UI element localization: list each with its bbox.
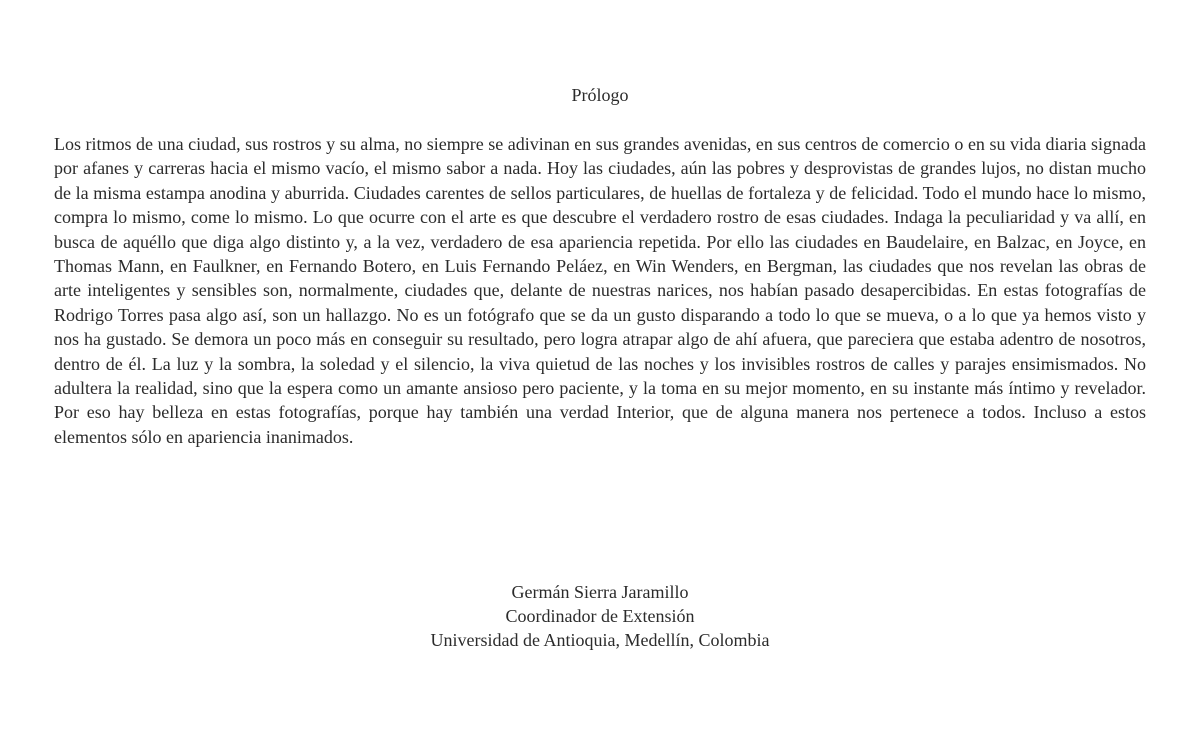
prologue-body: Los ritmos de una ciudad, sus rostros y su alma, no siempre se adivinan en sus grandes avenidas, en sus centros de comercio o en su vida diaria signada por afanes y carreras hacia el mismo vacío, el mismo sabor a nada. Hoy las ciudades, aún las pobres y desprovistas de grandes lujos, no distan mucho de la misma estampa anodina y aburrida. Ciudades carentes de sellos particulares, de huellas de fortaleza y de felicidad. Todo el mundo hace lo mismo, compra lo mismo, come lo mismo. Lo que ocurre con el arte es que descubre el verdadero rostro de esas ciudades. Indaga la peculiaridad y va allí, en busca de aquéllo que diga algo distinto y, a la vez, verdadero de esa apariencia repetida. Por ello las ciudades en Baudelaire, en Balzac, en Joyce, en Thomas Mann, en Faulkner, en Fernando Botero, en Luis Fernando Peláez, en Win Wenders, en Bergman, las ciudades que nos revelan las obras de arte inteligentes y sensibles son, normalmente, ciudades que, delante de nuestras narices, nos habían pasado desapercibidas. En estas fotografías de Rodrigo Torres pasa algo así, son un hallazgo. No es un fotógrafo que se da un gusto disparando a todo lo que se mueva, o a lo que ya hemos visto y nos ha gustado. Se demora un poco más en conseguir su resultado, pero logra atrapar algo de ahí afuera, que pareciera que estaba adentro de nosotros, dentro de él. La luz y la sombra, la soledad y el silencio, la viva quietud de las noches y los invisibles rostros de calles y parajes ensimismados. No adultera la realidad, sino que la espera como un amante ansioso pero paciente, y la toma en su mejor momento, en su instante más íntimo y revelador. Por eso hay belleza en estas fotografías, porque hay también una verdad Interior, que de alguna manera nos pertenece a todos. Incluso a estos elementos sólo en apariencia inanimados. <box>54 134 1146 447</box>
signature-role: Coordinador de Extensión <box>505 606 695 626</box>
signature-name: Germán Sierra Jaramillo <box>511 582 689 602</box>
signature-institution: Universidad de Antioquia, Medellín, Colombia <box>430 630 770 650</box>
signature-block <box>0 580 1200 652</box>
page-title: Prólogo <box>571 85 629 105</box>
